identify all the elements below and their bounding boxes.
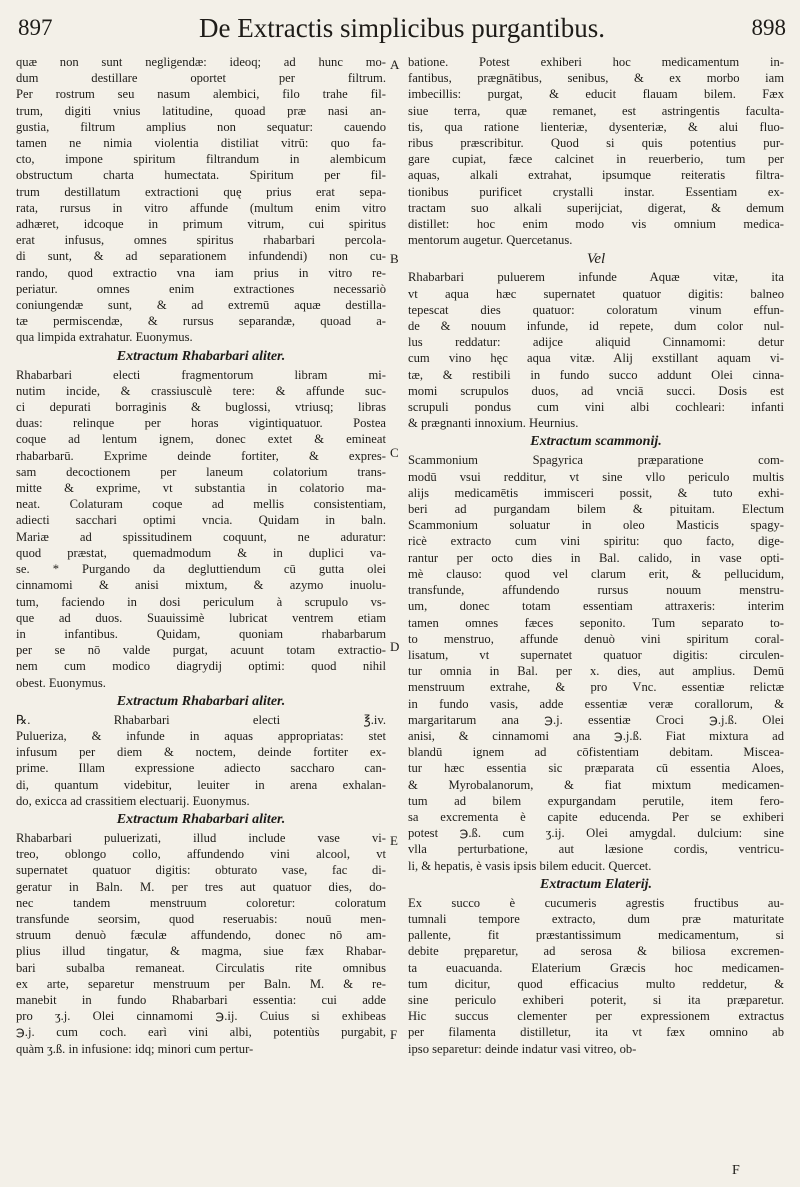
text-line: Rhabarbari electi fragmentorum libram mi- (16, 367, 386, 382)
text-line: tum ad bilem expurgandam perutile, item fero- (408, 793, 784, 808)
text-line: cinnamomi & anisi mixtum, & azymo inuolu- (16, 578, 386, 593)
section-heading: Vel (586, 251, 606, 268)
text-line: momi scrupulos duos, ad vnciā succi. Dosis est (408, 383, 784, 398)
text-line: quàm ʒ.ß. in infusione: idq; minori cum pertur- (16, 1041, 254, 1056)
right-page-number: 898 (751, 15, 786, 40)
text-line: beri ad purgandam bilem & pituitam. Electum (408, 502, 784, 517)
text-line: distillet: hoc enim modo vis omnium medica- (408, 217, 784, 232)
text-line: quæ non sunt negligendæ: ideoq; ad hunc mo- (16, 55, 386, 69)
text-line: ricè extracto cum vini spiritu: quo facto, dige- (408, 534, 784, 549)
text-line: Mariæ ad spissitudinem coquunt, ne aduratur: (16, 529, 386, 544)
section-heading: Extractum Rhabarbari aliter. (116, 348, 286, 364)
text-line: tepescat dies quatuor: coloratum vinum effun- (408, 302, 784, 317)
text-line: nem cum modico diagrydij optimi: quod nihil (16, 659, 386, 674)
text-line: in fundo vasis, adde essentiæ veræ corallorum, & (408, 696, 784, 711)
text-line: menstruum extrahe, & pro Vnc. essentiæ relictæ (408, 680, 784, 695)
text-line: que ad duos. Suauissimè lubricat ventrem etiam (16, 610, 386, 625)
text-line: trum destillatum extractioni quę prius erat sepa- (16, 184, 386, 199)
right-column (408, 54, 784, 1179)
text-line: treo, oblongo collo, affundendo vini alcool, vt (16, 847, 386, 862)
text-line: de & nouum infunde, id repete, dum color nul- (408, 319, 784, 334)
text-line: Rhabarbari puluerizati, illud include vase vi- (16, 830, 386, 845)
text-line: aquas, alkali extrahat, ipsumque reiteratis filtra- (408, 168, 784, 183)
section-heading: Extractum Rhabarbari aliter. (116, 811, 286, 827)
text-line: adhæret, idcoque in primum vitrum, cui spiritus (16, 217, 386, 232)
text-line: margaritarum ana ℈.j. essentiæ Croci ℈.j.ß. Olei (408, 712, 784, 727)
text-line: Pulueriza, & infunde in aquas appropriatas: stet (16, 728, 386, 743)
text-line: trum, digiti vnius latitudine, quoad præ nasi an- (16, 103, 386, 118)
text-line: Scammonium soluatur in oleo Masticis spagy- (408, 518, 784, 533)
text-line: pallente, fit præstantissimum medicamentum, si (408, 928, 784, 943)
text-line: geratur in Baln. M. per tres aut quatuor dies, do- (16, 879, 386, 894)
text-line: coniungendæ sunt, & ad extremū aquæ destilla- (16, 298, 386, 313)
section-heading: Extractum Elaterij. (539, 876, 652, 892)
text-line: periatur. omnes enim extractiones necessariò (16, 281, 386, 296)
text-line: ipso separetur: deinde indatur vasi vitreo, ob- (408, 1041, 637, 1056)
text-line: & prægnanti innoxium. Heurnius. (408, 416, 579, 431)
text-line: manebit in fundo Rhabarbari essentia: cui adde (16, 992, 386, 1007)
text-line: transfunde seorsim, quod reseruabis: nouū men- (16, 911, 386, 926)
margin-letter-b: B (390, 251, 399, 266)
text-line: cum vino hęc aqua vitæ. Alij exstillant aquam vi- (408, 351, 784, 366)
text-line: batione. Potest exhiberi hoc medicamentum in- (408, 55, 784, 69)
text-line: di, quantum videbitur, leuiter in arena exhalan- (16, 777, 386, 792)
text-line: to menstruo, affunde denuò vini spiritum coral- (408, 631, 784, 646)
text-line: lus reddatur: adijce aliquid Cinnamomi: detur (408, 335, 784, 350)
text-line: nutim incide, & crassiusculè tere: & affunde suc- (16, 383, 386, 398)
catchword: F (732, 1163, 740, 1178)
text-line: vt aqua hæc supernatet quatuor digitis: balneo (408, 286, 784, 301)
text-line: se. * Purgando da degluttiendum cū gutta olei (16, 562, 386, 577)
text-line: debite pręparetur, ad serosa & biliosa excremen- (408, 944, 784, 959)
text-line: gare cupiat, fæce calcinet in reuerberio, tum per (408, 152, 784, 167)
text-line: qua limpida extrahatur. Euonymus. (16, 330, 193, 345)
text-line: Ex succo è cucumeris agrestis fructibus au- (408, 895, 784, 910)
text-line: tamen ne nimia violentia distiliat vitrū: quo fa- (16, 136, 386, 151)
margin-letter-d: D (390, 639, 400, 654)
text-line: sam decoctionem per laneum colatorium trans- (16, 464, 386, 479)
text-line: potest ℈.ß. cum ʒ.ij. Olei amygdal. dulcium: sine (408, 826, 784, 841)
text-line: anisi, & cinnamomi ana ℈.j.ß. Fiat mixtura ad (408, 728, 784, 743)
margin-letter-e: E (390, 833, 398, 848)
text-line: vlla perturbatione, aut læsione cordis, ventricu- (408, 842, 784, 857)
text-line: tumnali tempore extracto, dum præ maturitate (408, 911, 784, 926)
text-line: rhabarbarū. Exprime deinde fortiter, & expres- (16, 448, 386, 463)
running-title: De Extractis simplicibus purgantibus. (199, 13, 605, 43)
text-line: rantur per octo dies in Bal. calido, in vase opti- (408, 550, 784, 565)
text-line: mitte & exprime, vt substantia in colatorio ma- (16, 481, 386, 496)
text-line: adiecti sacchari optimi vncia. Quidam in baln. (16, 513, 386, 528)
text-line: nec tandem menstruum coloretur: coloratum (16, 895, 386, 910)
text-line: per filamenta distilletur, ita vt fæx omnino ab (408, 1025, 784, 1040)
text-line: sa excrementa è capite educenda. Per se exhiberi (408, 809, 784, 824)
text-line: tur hæc essentia sic præparata cū essentia Aloes, (408, 761, 784, 776)
text-line: ribus præscribitur. Quod si quis potentius pur- (408, 136, 784, 151)
text-line: li, & hepatis, è vasis ipsis bilem educit. Quercet. (408, 858, 652, 873)
text-line: ℈.j. cum coch. earì vini albi, potentiùs purgabit, (16, 1025, 386, 1040)
text-line: Per rostrum seu nasum alembici, filo trahe fil- (16, 87, 386, 102)
text-line: quod præstat, quemadmodum & in duplici va- (16, 545, 386, 560)
text-line: fantibus, prægnātibus, senibus, & ex morbo iam (408, 71, 784, 86)
text-line: Hic succus clementer per expressionem extractus (408, 1009, 784, 1024)
text-line: tionibus purificet crystalli instar. Essentiam ex- (408, 184, 784, 199)
text-line: struum denuò fæculæ affundendo, donec nō am- (16, 928, 386, 943)
text-line: & Myrobalanorum, & fiat mixtum medicamen- (408, 777, 784, 792)
text-line: neat. Colaturam coque ad mellis consistentiam, (16, 497, 386, 512)
text-line: alijs medicamētis immisceri possit, & tuto exhi- (408, 485, 784, 500)
text-line: gustia, filtrum amplius non sequatur: cauendo (16, 119, 386, 134)
text-line: tractam suo alkali superijciat, digerat, & demum (408, 200, 784, 215)
left-column (16, 54, 386, 1179)
text-line: dum destillare oportet per filtrum. (16, 71, 386, 86)
text-line: um, donec totam essentiam attraxeris: interim (408, 599, 784, 614)
text-line: supernatet quatuor digitis: obturato vase, fac di- (16, 863, 386, 878)
text-line: scrupuli pondus cum vini albi cochleari: infanti (408, 400, 784, 415)
section-heading: Extractum Rhabarbari aliter. (116, 693, 286, 709)
margin-letter-c: C (390, 445, 399, 460)
text-line: tæ permiscendæ, & rursus separandæ, quoad a- (16, 314, 386, 329)
left-page-number: 897 (18, 15, 53, 40)
margin-letter-f: F (390, 1027, 398, 1042)
section-heading: Extractum scammonij. (530, 434, 662, 450)
text-line: tum, faciendo in dosi periculum à scrupulo vs- (16, 594, 386, 609)
text-line: erat infusus, omnes spiritus rhabarbari percola- (16, 233, 386, 248)
text-line: mentorum augetur. Quercetanus. (408, 233, 573, 248)
text-line: di sunt, & ad separationem infundendi) non cu- (16, 249, 386, 264)
page-header (18, 8, 786, 48)
text-line: do, exicca ad crassitiem electuarij. Euonymus. (16, 793, 250, 808)
text-line: Scammonium Spagyrica præparatione com- (408, 453, 784, 468)
text-line: ci depurati borraginis & buglossi, vtriusq; libras (16, 400, 386, 415)
text-line: sine periculo exhiberi poterit, si ita præparetur. (408, 992, 784, 1007)
text-line: coque ad lentum ignem, donec extet & emineat (16, 432, 386, 447)
text-line: ta euacuanda. Elaterium Græcis hoc medicamen- (408, 960, 784, 975)
text-line: lisatum, vt supernatet quatuor digitis: circulen- (408, 647, 784, 662)
text-line: ex arte, separetur menstruum per Baln. M. & re- (16, 976, 386, 991)
text-line: rando, quod extractio vna iam prius in vitro re- (16, 265, 386, 280)
text-line: tis, qua ratione lienteriæ, dysenteriæ, & alui fluo- (408, 119, 784, 134)
text-line: tæ, & restibili in fundo succo addunt Olei cinna- (408, 367, 784, 382)
text-line: duas: relinque per horas vigintiquatuor. Postea (16, 416, 386, 431)
text-line: siue terra, quæ remanet, est astringentis faculta- (408, 103, 784, 118)
text-line: blandū ignem ad cōfistentiam debitam. Misceа- (408, 745, 784, 760)
text-line: rata, rursus in vitro affunde (multum enim vitro (16, 200, 386, 215)
margin-letter-a: A (390, 57, 400, 72)
text-line: obest. Euonymus. (16, 675, 106, 690)
text-line: tum dicitur, quod efficacius multo reddetur, & (408, 976, 784, 991)
text-line: in infantibus. Quidam, quoniam rhabarbarum (16, 626, 386, 641)
text-line: obstructum charta humectata. Spiritum per fil- (16, 168, 386, 183)
text-line: prime. Illam expressione adiecto saccharo can- (16, 761, 386, 776)
text-line: tamen omnes fæces seponito. Tum separato to- (408, 615, 784, 630)
text-line: pro ʒ.j. Olei cinnamomi ℈.ij. Cuius si exhibeas (16, 1009, 386, 1024)
text-line: Rhabarbari puluerem infunde Aquæ vitæ, ita (408, 270, 784, 285)
text-line: ℞. Rhabarbari electi ℥.iv. (16, 712, 386, 727)
text-line: cto, impone spiritum filtrandum in alembicum (16, 152, 386, 167)
text-line: transfunde, affundendo rursus nouum menstru- (408, 583, 784, 598)
text-line: per se nō valde purgat, acuunt totam extractio- (16, 643, 386, 658)
text-line: modū vsui redditur, vt sine vllo periculo multis (408, 469, 784, 484)
text-line: infusum per diem & noctem, deinde fortiter ex- (16, 745, 386, 760)
text-line: bari subalba remaneat. Circulatis rite omnibus (16, 960, 386, 975)
text-line: plius illud tingatur, & magma, siue fæx Rhabar- (16, 944, 386, 959)
text-line: mè clauso: quod vel clarum erit, & pellucidum, (408, 566, 784, 581)
text-line: tur omnia in Bal. per x. dies, aut amplius. Demū (408, 664, 784, 679)
text-line: imbecillis: purgat, & educit flauam bilem. Fæx (408, 87, 784, 102)
